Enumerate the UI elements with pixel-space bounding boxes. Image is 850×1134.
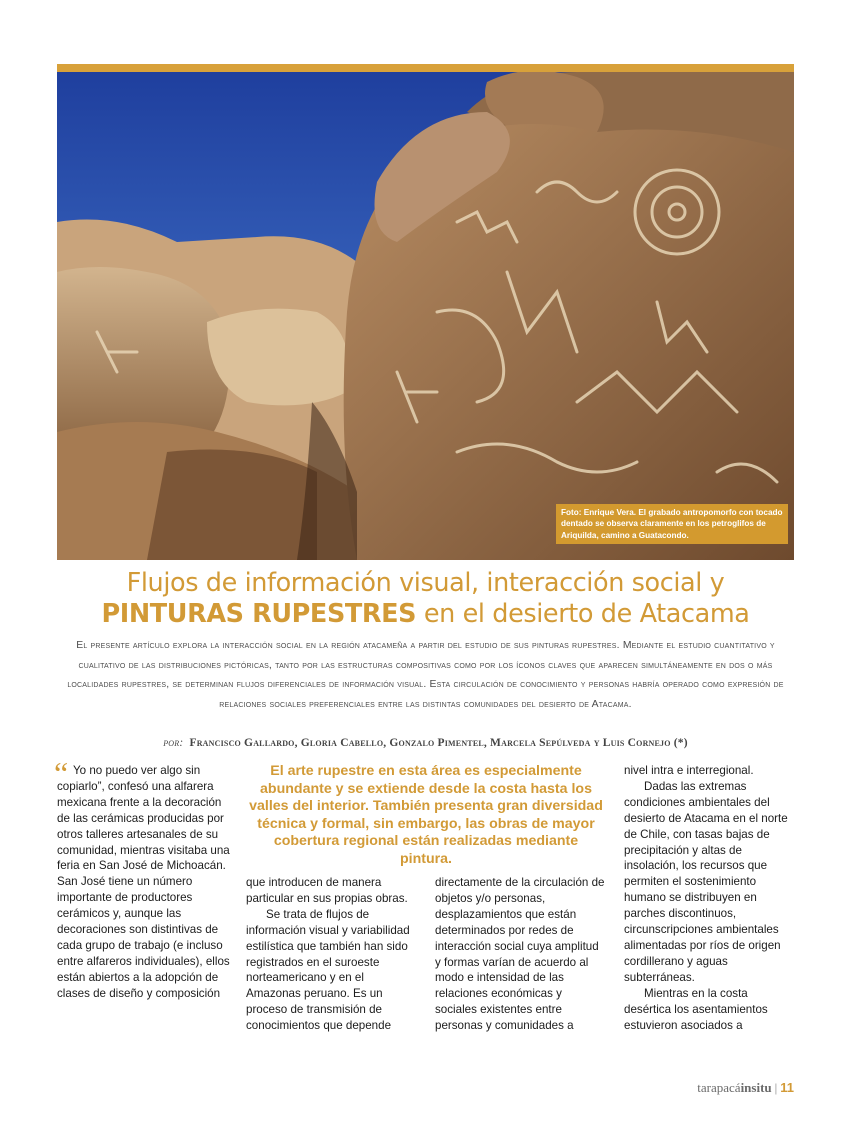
- opening-quote-mark: “: [54, 755, 69, 791]
- title-line-2-rest: en el desierto de Atacama: [416, 599, 750, 629]
- pull-quote: El arte rupestre en esta área es especialmente abundante y se extiende desde la costa hasta los valles del interior. También presenta gran diversidad técnica y formal, sin embargo, las obras de mayor cobertura regional están realizadas mediante pintura.: [249, 763, 603, 867]
- body-text: Se trata de flujos de información visual y variabilidad estilística que también han sido registrados en el suroeste norteamericano y en el Amazonas peruano. Es un proceso de transmisión de conocimientos que depende: [246, 907, 410, 1033]
- page-number: 11: [780, 1080, 794, 1095]
- article-title: [57, 568, 794, 630]
- article-abstract: El presente artículo explora la interacción social en la región atacameña a partir del estudio de sus pinturas rupestres. Mediante el estudio cuantitativo y cualitativo de las distribuciones pictóricas, tanto por las estructuras compositivas como por los íconos claves que aparecen simultáneamente en dos o más localidades rupestres, se determinan flujos diferenciales de información visual. Esta circulación de conocimiento y personas habría operado como expresión de relaciones sociales preferenciales entre las distintas comunidades del desierto de Atacama.: [67, 640, 784, 710]
- petroglyph-photo-illustration: [57, 72, 794, 560]
- body-text: que introducen de manera particular en sus propias obras.: [246, 876, 408, 905]
- title-line-1: Flujos de información visual, interacción social y: [126, 568, 725, 598]
- title-emphasis: PINTURAS RUPESTRES: [101, 599, 417, 629]
- page-folio: [697, 1080, 794, 1096]
- byline-prefix: por:: [163, 737, 184, 749]
- body-column-3: [435, 875, 607, 1034]
- top-accent-rule: [57, 64, 794, 72]
- body-text: nivel intra e interregional.: [624, 764, 754, 777]
- byline: [57, 737, 794, 749]
- body-text: directamente de la circulación de objetos y/o personas, desplazamientos que están determinados por redes de interacción social cuya amplitud y formas varían de acuerdo al modo e intensidad de las relaciones económicas y sociales existentes entre personas y comunidades a: [435, 876, 605, 1033]
- body-column-2: [246, 875, 416, 1034]
- body-column-4: [624, 763, 794, 1033]
- title-line-2: [57, 598, 794, 630]
- body-text: Yo no puedo ver algo sin copiarlo”, confesó una alfarera mexicana frente a la decoración de las cerámicas producidas por otros talleres artesanales de su comunidad, mientras visitaba una feria en San José de Michoacán. San José tiene un número importante de productores cerámicos y, aunque las decoraciones son distintivas de cada grupo de trabajo (e incluso entre alfareros individuales), ellos están abiertos a la adopción de clases de diseño y composición: [57, 764, 230, 1000]
- body-text: Dadas las extremas condiciones ambientales del desierto de Atacama en el norte de Chile, con tasas bajas de precipitación y altas de insolación, los recursos que permiten el sostenimiento humano se distribuyen en parches discontinuos, circunscripciones ambientales alimentadas por ríos de origen cordillerano y aguas subterráneas.: [624, 779, 788, 984]
- photo-caption: Foto: Enrique Vera. El grabado antropomorfo con tocado dentado se observa claramente en los petroglifos de Ariquilda, camino a Guatacondo.: [556, 504, 788, 545]
- byline-authors: Francisco Gallardo, Gloria Cabello, Gonzalo Pimentel, Marcela Sepúlveda y Luis Cornejo (*): [189, 737, 688, 749]
- folio-separator: |: [774, 1080, 778, 1095]
- body-text: Mientras en la costa desértica los asentamientos estuvieron asociados a: [624, 986, 768, 1032]
- magazine-brand: tarapacáinsitu: [697, 1080, 772, 1095]
- hero-photo: [57, 72, 794, 560]
- body-column-1: [54, 755, 231, 1002]
